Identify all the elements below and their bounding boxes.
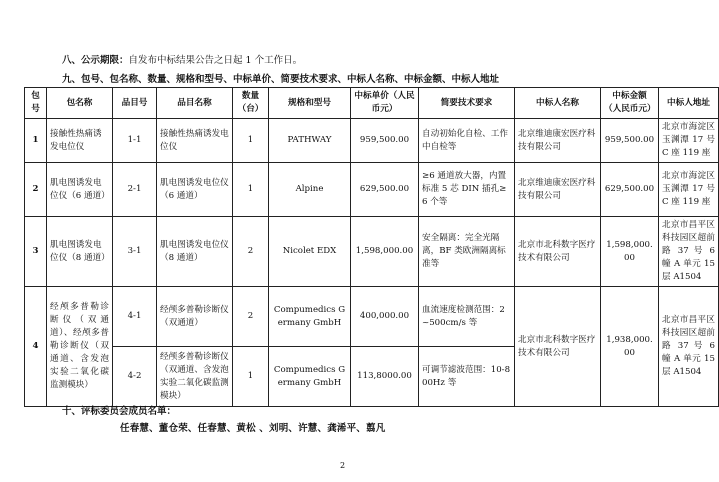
cell-pkg-name: 经颅多普勒诊断仪（双通道）、经颅多普勒诊断仪（双通道、含发泡实验二氧化碳监测模块） [47,287,113,407]
cell-pkg-name: 肌电图诱发电位仪（8 通道） [47,217,113,287]
cell-winner: 北京市北科数字医疗技术有限公司 [515,287,601,407]
cell-amount: 1,938,000.00 [601,287,659,407]
cell-unit-price: 959,500.00 [351,119,419,163]
table-row [25,287,719,347]
header-unit-price: 中标单价（人民币元） [351,88,419,119]
cell-item-name: 肌电图诱发电位仪（6 通道） [157,163,233,217]
cell-item-no: 4-2 [113,347,157,407]
cell-unit-price: 629,500.00 [351,163,419,217]
header-qty: 数量（台） [233,88,269,119]
cell-model: Alpine [269,163,351,217]
cell-qty: 1 [233,163,269,217]
cell-tech: 可调节滤波范围：10-800Hz 等 [419,347,515,407]
cell-winner: 北京维迪康宏医疗科技有限公司 [515,163,601,217]
cell-item-name: 经颅多普勒诊断仪（双通道） [157,287,233,347]
cell-tech: 血流速度检测范围：2~500cm/s 等 [419,287,515,347]
header-address: 中标人地址 [659,88,719,119]
header-item-no: 品目号 [113,88,157,119]
cell-tech: ≥6 通道放大器，内置标准 5 芯 DIN 插孔≥6 个等 [419,163,515,217]
cell-tech: 自动初始化自检、工作中自检等 [419,119,515,163]
section-9-title: 九、包号、包名称、数量、规格和型号、中标单价、简要技术要求、中标人名称、中标金额、中标人地址 [62,74,500,85]
header-pkg-name: 包名称 [47,88,113,119]
cell-qty: 1 [233,347,269,407]
cell-qty: 1 [233,119,269,163]
cell-model: PATHWAY [269,119,351,163]
section-8-label: 八、公示期限： [62,55,129,66]
cell-unit-price: 400,000.00 [351,287,419,347]
cell-address: 北京市昌平区科技园区超前路 37 号 6 幢 A 单元 15 层 A1504 [659,217,719,287]
cell-item-no: 3-1 [113,217,157,287]
cell-address: 北京市海淀区玉渊潭 17 号 C 座 119 座 [659,163,719,217]
cell-item-no: 1-1 [113,119,157,163]
header-winner: 中标人名称 [515,88,601,119]
cell-pkg-no: 1 [25,119,47,163]
header-model: 规格和型号 [269,88,351,119]
page-number: 2 [340,461,346,470]
cell-pkg-no: 3 [25,217,47,287]
cell-amount: 959,500.00 [601,119,659,163]
cell-winner: 北京市北科数字医疗技术有限公司 [515,217,601,287]
header-item-name: 品目名称 [157,88,233,119]
cell-pkg-no: 2 [25,163,47,217]
cell-pkg-name: 肌电图诱发电位仪（6 通道） [47,163,113,217]
cell-unit-price: 113,8000.00 [351,347,419,407]
cell-item-no: 2-1 [113,163,157,217]
table-row [25,163,719,217]
section-8-text: 自发布中标结果公告之日起 1 个工作日。 [128,55,303,66]
header-pkg-no: 包号 [25,88,47,119]
cell-pkg-no: 4 [25,287,47,407]
cell-unit-price: 1,598,000.00 [351,217,419,287]
header-tech: 简要技术要求 [419,88,515,119]
cell-model: Compumedics Germany GmbH [269,287,351,347]
header-amount: 中标金额（人民币元） [601,88,659,119]
cell-qty: 2 [233,287,269,347]
cell-qty: 2 [233,217,269,287]
cell-address: 北京市海淀区玉渊潭 17 号 C 座 119 座 [659,119,719,163]
award-table [24,87,719,407]
section-10-title: 十、评标委员会成员名单： [62,406,177,417]
cell-item-name: 接触性热痛诱发电位仪 [157,119,233,163]
cell-model: Nicolet EDX [269,217,351,287]
table-row [25,119,719,163]
cell-tech: 安全隔离：完全光隔离，BF 类欧洲隔离标准等 [419,217,515,287]
table-row [25,217,719,287]
section-8-deadline [62,52,302,66]
cell-item-no: 4-1 [113,287,157,347]
cell-address: 北京市昌平区科技园区超前路 37 号 6 幢 A 单元 15 层 A1504 [659,287,719,407]
table-header-row [25,88,719,119]
cell-winner: 北京维迪康宏医疗科技有限公司 [515,119,601,163]
cell-item-name: 肌电图诱发电位仪（8 通道） [157,217,233,287]
committee-members: 任春慧、董仓荣、任春慧、黄松 、刘明、许慧、龚浠平、翦凡 [120,423,386,434]
cell-item-name: 经颅多普勒诊断仪（双通道、含发泡实验二氧化碳监测模块） [157,347,233,407]
cell-amount: 629,500.00 [601,163,659,217]
cell-pkg-name: 接触性热痛诱发电位仪 [47,119,113,163]
cell-model: Compumedics Germany GmbH [269,347,351,407]
cell-amount: 1,598,000.00 [601,217,659,287]
